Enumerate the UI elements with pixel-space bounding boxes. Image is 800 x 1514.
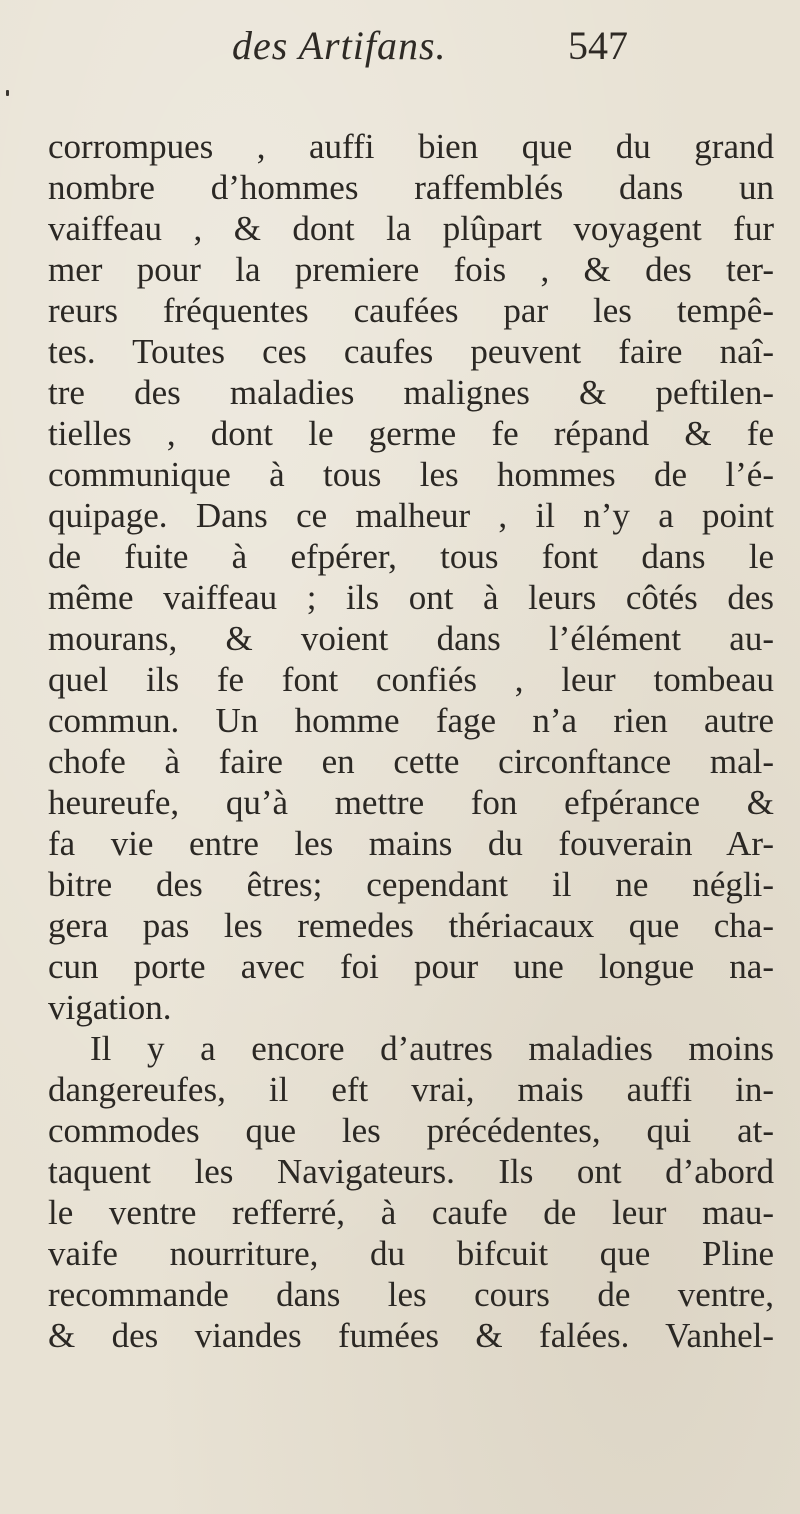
paragraph-start-line: Il y a encore d’autres maladies moins <box>90 1029 774 1068</box>
text-line: dangereufes, il eft vrai, mais auffi in- <box>48 1070 774 1109</box>
text-line: vaiffeau , & dont la plûpart voyagent fur <box>48 209 774 248</box>
text-line: tre des maladies malignes & peftilen- <box>48 373 774 412</box>
page-number: 547 <box>568 23 628 68</box>
paragraph-end-line: vigation. <box>48 988 172 1027</box>
text-line: commun. Un homme fage n’a rien autre <box>48 701 774 740</box>
text-line: quel ils fe font confiés , leur tombeau <box>48 660 774 699</box>
text-line: communique à tous les hommes de l’é- <box>48 455 774 494</box>
text-line: mourans, & voient dans l’élément au- <box>48 619 774 658</box>
text-line: de fuite à efpérer, tous font dans le <box>48 537 774 576</box>
text-line: quipage. Dans ce malheur , il n’y a point <box>48 496 774 535</box>
text-line: cun porte avec foi pour une longue na- <box>48 947 774 986</box>
text-line: mer pour la premiere fois , & des ter- <box>48 250 774 289</box>
body-text <box>48 126 774 1356</box>
text-line: tielles , dont le germe fe répand & fe <box>48 414 774 453</box>
text-line: gera pas les remedes thériacaux que cha- <box>48 906 774 945</box>
text-line: bitre des êtres; cependant il ne négli- <box>48 865 774 904</box>
text-line: heureufe, qu’à mettre fon efpérance & <box>48 783 774 822</box>
text-line: tes. Toutes ces caufes peuvent faire naî- <box>48 332 774 371</box>
text-line: & des viandes fumées & falées. Vanhel- <box>48 1316 774 1355</box>
text-line: nombre d’hommes raffemblés dans un <box>48 168 774 207</box>
ink-speck <box>6 90 9 96</box>
text-line: taquent les Navigateurs. Ils ont d’abord <box>48 1152 774 1191</box>
text-line: même vaiffeau ; ils ont à leurs côtés des <box>48 578 774 617</box>
page-header <box>0 22 800 72</box>
text-line: le ventre refferré, à caufe de leur mau- <box>48 1193 774 1232</box>
text-line: chofe à faire en cette circonftance mal- <box>48 742 774 781</box>
text-line: reurs fréquentes caufées par les tempê- <box>48 291 774 330</box>
running-head: des Artifans. <box>232 23 447 68</box>
text-line: corrompues , auffi bien que du grand <box>48 127 774 166</box>
text-line: recommande dans les cours de ventre, <box>48 1275 774 1314</box>
text-line: fa vie entre les mains du fouverain Ar- <box>48 824 774 863</box>
text-line: commodes que les précédentes, qui at- <box>48 1111 774 1150</box>
text-line: vaife nourriture, du bifcuit que Pline <box>48 1234 774 1273</box>
